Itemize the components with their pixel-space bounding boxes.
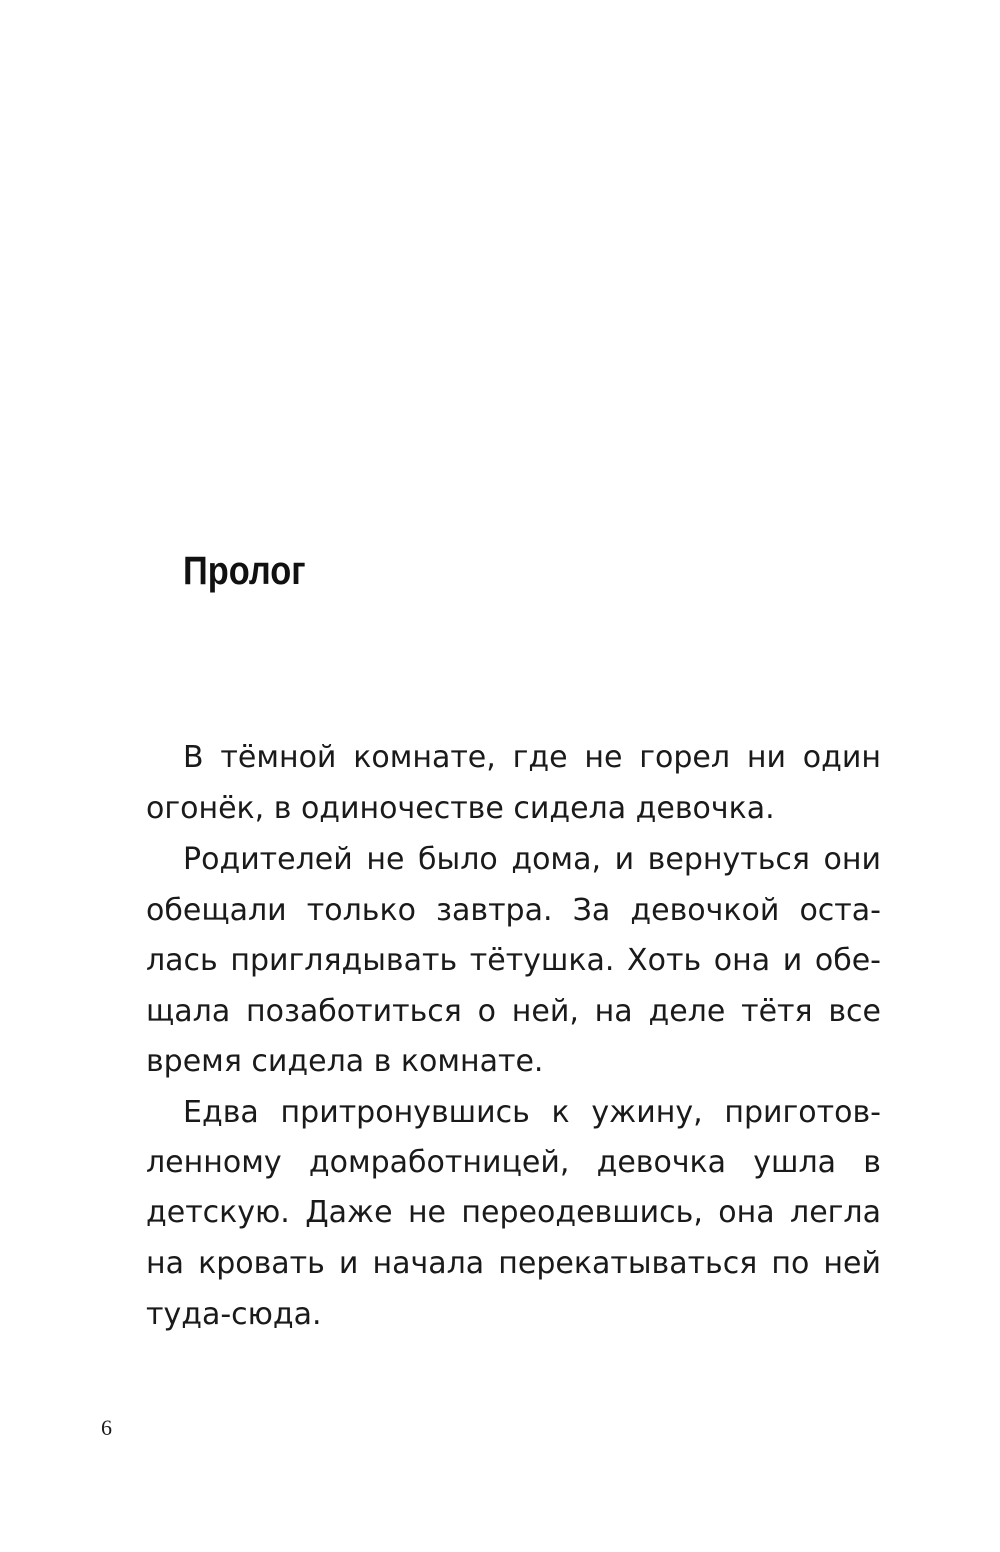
- chapter-title: Пролог: [183, 549, 306, 593]
- text-line: Едва притронувшись к ужину, приготов-: [183, 1095, 881, 1130]
- text-line: детскую. Даже не переодевшись, она легла: [146, 1195, 881, 1230]
- text-line: В тёмной комнате, где не горел ни один: [183, 740, 881, 775]
- text-line: Родителей не было дома, и вернуться они: [183, 842, 881, 877]
- text-line: туда-сюда.: [146, 1297, 322, 1332]
- text-line: на кровать и начала перекатываться по ней: [146, 1246, 881, 1281]
- text-line: ленному домработницей, девочка ушла в: [146, 1145, 881, 1180]
- text-line: лась приглядывать тётушка. Хоть она и обе-: [146, 943, 881, 978]
- text-line: огонёк, в одиночестве сидела девочка.: [146, 791, 775, 826]
- text-line: щала позаботиться о ней, на деле тётя все: [146, 994, 881, 1029]
- text-line: время сидела в комнате.: [146, 1044, 544, 1079]
- text-line: обещали только завтра. За девочкой оста-: [146, 893, 881, 928]
- page-number: 6: [101, 1415, 112, 1440]
